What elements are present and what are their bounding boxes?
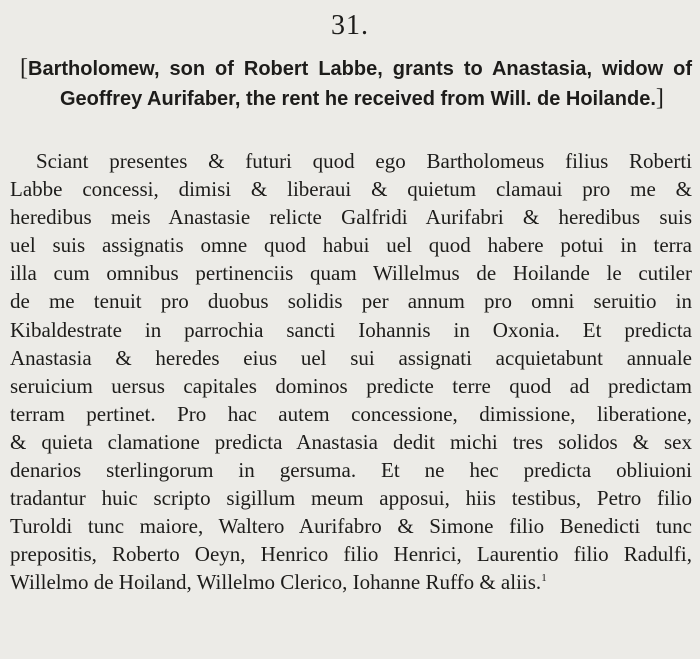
body-line: prepositis, Roberto Oeyn, Henrico filio Henrici, Laurentio filio Radulfi, <box>10 542 692 567</box>
body-line: Labbe concessi, dimisi & liberaui & quietum clamaui pro me & <box>10 177 692 202</box>
body-line: uel suis assignatis omne quod habui uel quod habere potui in terra <box>10 233 692 258</box>
body-line: denarios sterlingorum in gersuma. Et ne hec predicta obliuioni <box>10 458 692 483</box>
body-line: illa cum omnibus pertinenciis quam Willelmus de Hoilande le cutiler <box>10 261 692 286</box>
body-line: Anastasia & heredes eius uel sui assignati acquietabunt annuale <box>10 345 692 370</box>
footnote-marker: 1 <box>541 572 547 585</box>
heading-text: Bartholomew, son of Robert Labbe, grants to Anastasia, widow of Geoffrey Aurifaber, the rent he received from Will. de Hoilande. <box>28 58 692 110</box>
body-line: heredibus meis Anastasie relicte Galfridi Aurifabri & heredibus suis <box>10 205 692 230</box>
charter-number: 31. <box>331 10 369 41</box>
body-line: Kibaldestrate in parrochia sancti Iohannis in Oxonia. Et predicta <box>10 317 692 342</box>
body-line: & quieta clamatione predicta Anastasia dedit michi tres solidos & sex <box>10 429 692 454</box>
body-line: de me tenuit pro duobus solidis per annum pro omni seruitio in <box>10 289 692 314</box>
body-line: Turoldi tunc maiore, Waltero Aurifabro & Simone filio Benedicti tunc <box>10 514 692 539</box>
body-line: tradantur huic scripto sigillum meum apposui, hiis testibus, Petro filio <box>10 486 692 511</box>
heading-close-bracket: ] <box>655 85 664 111</box>
charter-heading <box>20 54 692 114</box>
body-last-line <box>10 568 692 596</box>
body-line: seruicium uersus capitales dominos predicte terre quod ad predictam <box>10 373 692 398</box>
heading-open-bracket: [ <box>20 55 28 81</box>
body-line: Willelmo de Hoiland, Willelmo Clerico, Iohanne Ruffo & aliis. <box>10 570 542 595</box>
body-line: terram pertinet. Pro hac autem concessione, dimissione, liberatione, <box>10 401 692 426</box>
charter-body <box>10 147 692 597</box>
body-line: Sciant presentes & futuri quod ego Bartholomeus filius Roberti <box>36 149 692 173</box>
